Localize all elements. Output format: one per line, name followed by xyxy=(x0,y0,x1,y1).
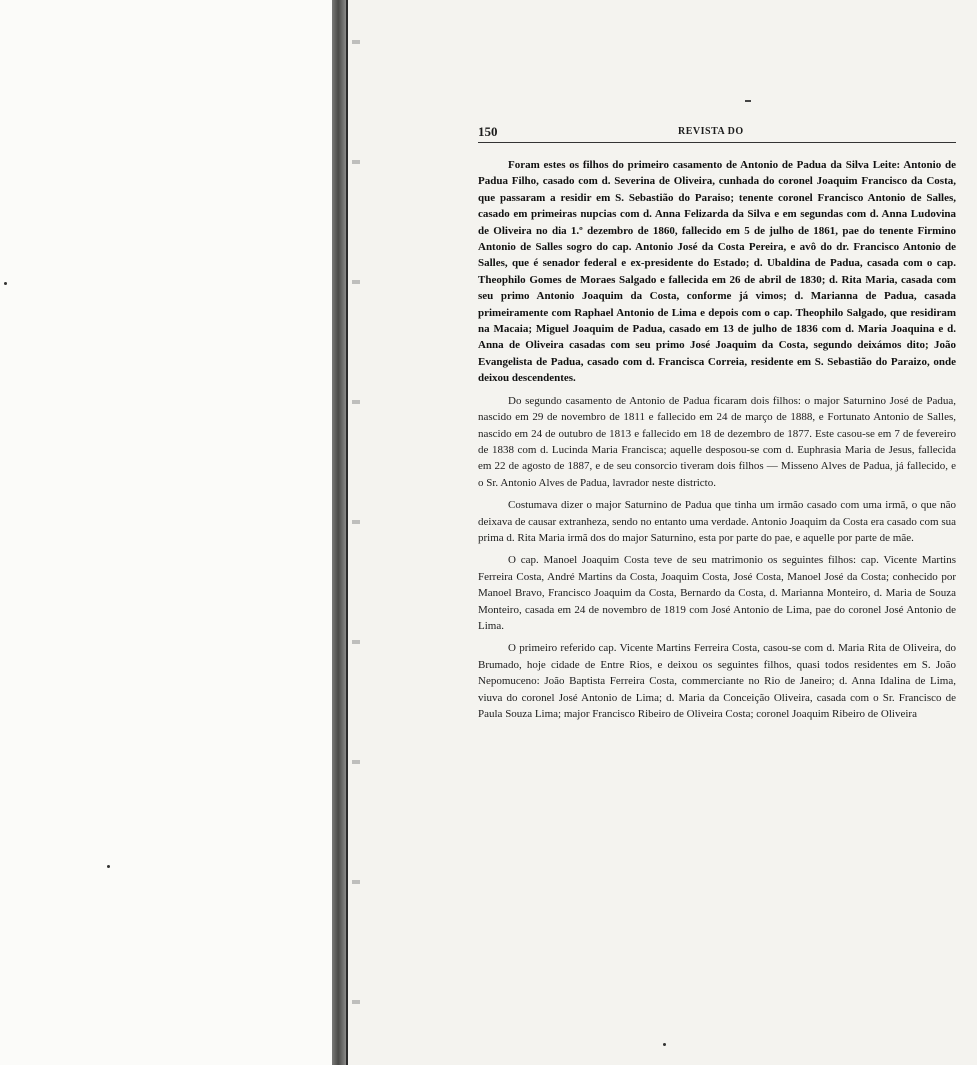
paragraph-1: Foram estes os filhos do primeiro casamento de Antonio de Padua da Silva Leite: Antonio de Padua Filho, casado com d. Severina de Oliveira, cunhada do coronel Joaquim Francisco da Costa, que passaram a residir em S. Sebastião do Paraiso; tenente coronel Francisco Antonio de Salles, casado em primeiras nupcias com d. Anna Felizarda da Silva e em segundas com d. Anna Ludovina de Oliveira no dia 1.º dezembro de 1860, fallecido em 5 de julho de 1861, pae do tenente Firmino Antonio de Salles sogro do cap. Antonio José da Costa Pereira, e avô do dr. Francisco Antonio de Salles, que é senador federal e ex-presidente do Estado; d. Ubaldina de Padua, casada com o cap. Theophilo Gomes de Moraes Salgado e fallecida em 26 de abril de 1830; d. Rita Maria, casada com seu primo Antonio Joaquim da Costa, conforme já vimos; d. Marianna de Padua, casada primeiramente com Raphael Antonio de Lima e depois com o cap. Theophilo Salgado, que residiram na Macaia; Miguel Joaquim de Padua, casado em 13 de julho de 1836 com d. Maria Joaquina e d. Anna de Oliveira casadas com seu primo José Joaquim da Costa, segundo deixámos dito; João Evangelista de Padua, casado com d. Francisca Correia, residente em S. Sebastião do Paraizo, onde deixou descendentes. xyxy=(478,159,956,385)
page-number: 150 xyxy=(478,124,498,139)
page-header xyxy=(478,120,956,143)
running-title: REVISTA DO xyxy=(678,126,744,137)
gutter-marks xyxy=(352,0,360,1065)
gutter-edge-line xyxy=(346,0,348,1065)
paragraph-4: O cap. Manoel Joaquim Costa teve de seu matrimonio os seguintes filhos: cap. Vicente Martins Ferreira Costa, André Martins da Costa, Joaquim Costa, José Costa, Manoel José da Costa; conhecido por Manoel Bravo, Francisco Joaquim da Costa, Bernardo da Costa, d. Marianna Monteiro, d. Maria de Souza Monteiro, casada em 24 de novembro de 1819 com José Antonio de Lima, pae do coronel José Antonio de Lima. xyxy=(478,554,956,632)
scan-mark xyxy=(745,100,751,102)
scan-speck xyxy=(663,1043,666,1046)
scan-speck xyxy=(4,282,7,285)
paragraph-2: Do segundo casamento de Antonio de Padua ficaram dois filhos: o major Saturnino José de Padua, nascido em 29 de novembro de 1811 e fallecido em 24 de março de 1888, e Fortunato Antonio de Salles, nascido em 24 de outubro de 1813 e fallecido em 18 de dezembro de 1877. Este casou-se em 7 de fevereiro de 1838 com d. Lucinda Maria Francisca; aquelle desposou-se com d. Euphrasia Maria de Jesus, fallecida em 22 de agosto de 1887, e de seu consorcio tiveram dois filhos — Misseno Alves de Padua, já fallecido, e o Sr. Antonio Alves de Padua, lavrador neste districto. xyxy=(478,394,956,489)
scan-speck xyxy=(107,865,110,868)
book-gutter xyxy=(332,0,346,1065)
left-page-blank xyxy=(0,0,332,1065)
paragraph-3: Costumava dizer o major Saturnino de Padua que tinha um irmão casado com uma irmã, o que não deixava de causar extranheza, sendo no entanto uma verdade. Antonio Joaquim da Costa era casado com sua prima d. Rita Maria irmã dos do major Saturnino, esta por parte do pae, e aquelle por parte de mãe. xyxy=(478,499,956,544)
paragraph-5: O primeiro referido cap. Vicente Martins Ferreira Costa, casou-se com d. Maria Rita de Oliveira, do Brumado, hoje cidade de Entre Rios, e deixou os seguintes filhos, quasi todos residentes em S. João Nepomuceno: João Baptista Ferreira Costa, commerciante no Rio de Janeiro; d. Anna Idalina de Lima, viuva do coronel José Antonio de Lima; d. Maria da Conceição Oliveira, casada com o Sr. Francisco de Paula Souza Lima; major Francisco Ribeiro de Oliveira Costa; coronel Joaquim Ribeiro de Oliveira xyxy=(478,642,956,720)
document-page xyxy=(478,120,956,728)
